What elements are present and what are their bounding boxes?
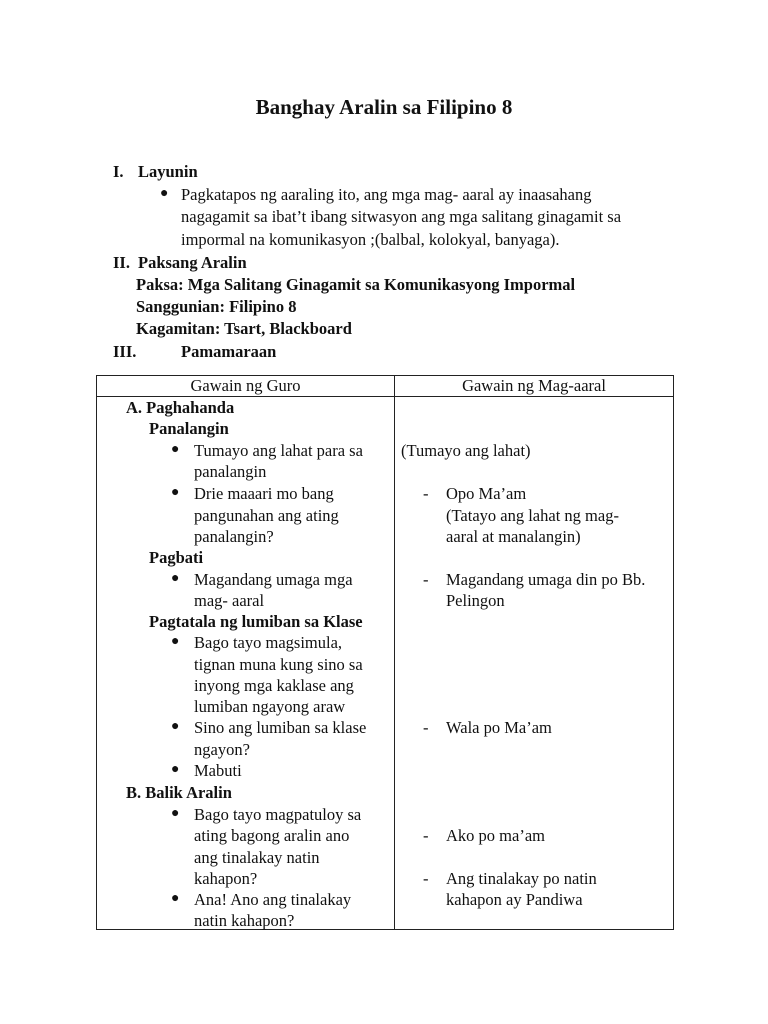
mag-aaral-line: kahapon ay Pandiwa [446,890,583,909]
dash-marker: - [423,484,429,503]
bullet-icon: ● [160,186,169,201]
guro-line: pangunahan ang ating [194,506,339,525]
pagtatala-heading: Pagtatala ng lumiban sa Klase [149,612,363,631]
document-title: Banghay Aralin sa Filipino 8 [255,95,513,119]
sanggunian-line: Sanggunian: Filipino 8 [136,297,297,316]
paksa-line: Paksa: Mga Salitang Ginagamit sa Komunikasyong Impormal [136,275,576,294]
panalangin-heading: Panalangin [149,419,229,438]
guro-line: mag- aaral [194,591,265,610]
section-three-number: III. [113,342,137,361]
guro-column [97,397,395,930]
mag-aaral-line: Magandang umaga din po Bb. [446,570,646,589]
guro-line: Ana! Ano ang tinalakay [194,890,352,909]
kagamitan-line: Kagamitan: Tsart, Blackboard [136,319,352,338]
balik-aralin-heading: B. Balik Aralin [126,783,232,802]
bullet-icon: ● [171,762,180,777]
section-three-label: Pamamaraan [181,342,277,361]
section-two-number: II. [113,253,130,272]
section-one-label: Layunin [138,162,198,181]
guro-line: ang tinalakay natin [194,848,320,867]
guro-line: Tumayo ang lahat para sa [194,441,363,460]
objective-line-1: Pagkatapos ng aaraling ito, ang mga mag- aaral ay inaasahang [181,185,592,204]
objective-line-3: impormal na komunikasyon ;(balbal, kolokyal, banyaga). [181,230,560,249]
dash-marker: - [423,869,429,888]
guro-line: Sino ang lumiban sa klase [194,718,367,737]
guro-line: lumiban ngayong araw [194,697,346,716]
guro-line: Mabuti [194,761,242,780]
bullet-icon: ● [171,571,180,586]
mag-aaral-column [395,397,674,930]
bullet-icon: ● [171,806,180,821]
section-two-label: Paksang Aralin [138,253,247,272]
paghahanda-heading: A. Paghahanda [126,398,235,417]
bullet-icon: ● [171,634,180,649]
mag-aaral-line: aaral at manalangin) [446,527,581,546]
guro-line: Bago tayo magsimula, [194,633,343,652]
dash-marker: - [423,570,429,589]
mag-aaral-line: Ang tinalakay po natin [446,869,597,888]
guro-line: Bago tayo magpatuloy sa [194,805,362,824]
mag-aaral-line: Wala po Ma’am [446,718,552,737]
bullet-icon: ● [171,442,180,457]
bullet-icon: ● [171,485,180,500]
guro-line: panalangin? [194,527,274,546]
dash-marker: - [423,718,429,737]
guro-line: ngayon? [194,740,250,759]
guro-line: ating bagong aralin ano [194,826,350,845]
lesson-table [96,375,674,930]
section-one-number: I. [113,162,124,181]
header-gawain-mag-aaral: Gawain ng Mag-aaral [395,376,674,397]
mag-aaral-line: (Tatayo ang lahat ng mag- [446,506,619,525]
guro-line: panalangin [194,462,267,481]
mag-aaral-line: (Tumayo ang lahat) [401,441,531,460]
dash-marker: - [423,826,429,845]
header-gawain-guro: Gawain ng Guro [97,376,395,397]
mag-aaral-line: Opo Ma’am [446,484,527,503]
guro-line: tignan muna kung sino sa [194,655,363,674]
mag-aaral-line: Pelingon [446,591,505,610]
pagbati-heading: Pagbati [149,548,204,567]
guro-line: inyong mga kaklase ang [194,676,354,695]
bullet-icon: ● [171,891,180,906]
guro-line: Drie maaari mo bang [194,484,334,503]
mag-aaral-line: Ako po ma’am [446,826,545,845]
objective-line-2: nagagamit sa ibat’t ibang sitwasyon ang mga salitang ginagamit sa [181,207,622,226]
guro-line: Magandang umaga mga [194,570,353,589]
bullet-icon: ● [171,719,180,734]
guro-line: kahapon? [194,869,258,888]
guro-line: natin kahapon? [194,911,295,930]
